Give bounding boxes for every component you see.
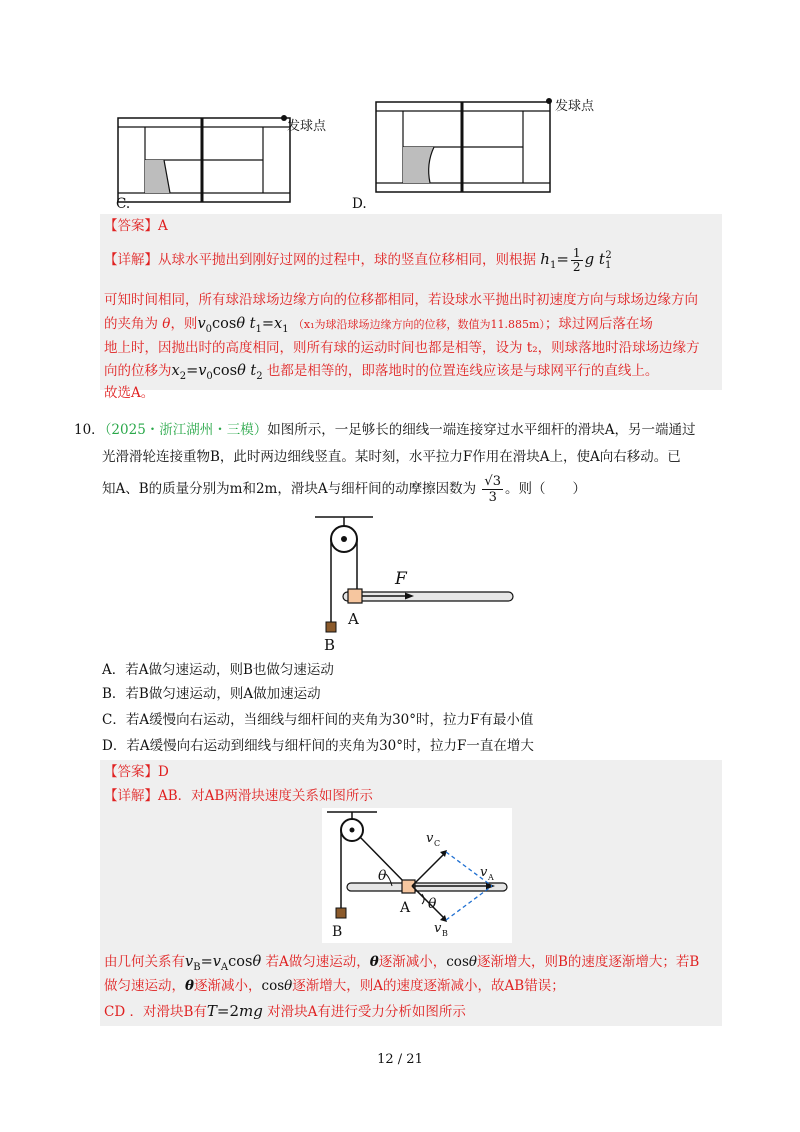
vc-sub: C xyxy=(434,839,441,848)
answer-9-line: 【答案】A xyxy=(104,218,168,234)
theta-label-1: θ xyxy=(378,868,387,884)
theta-label-2: θ xyxy=(428,896,437,912)
answer-10-detail-line1: 【详解】AB．对AB两滑块速度关系如图所示 xyxy=(104,788,373,804)
symbol-cos-theta: cosθ xyxy=(261,978,293,994)
serve-point-label-d: 发球点 xyxy=(555,99,595,114)
va-label: v xyxy=(480,865,488,880)
formula-tension: T=2mg xyxy=(206,1002,263,1020)
answer-10-detail-line3: 做匀速运动，θ逐渐减小，cosθ逐渐增大，则A的速度逐渐减小，故AB错误； xyxy=(104,978,565,994)
option-a: A．若A做匀速运动，则B也做匀速运动 xyxy=(102,662,334,678)
answer-10-detail-line4: CD ．对滑块B有T=2mg 对滑块A有进行受力分析如图所示 xyxy=(104,1002,466,1020)
symbol-theta: θ xyxy=(369,954,379,970)
option-d-label: D. xyxy=(352,196,367,212)
answer-9-detail-line6: 故选A。 xyxy=(104,385,155,401)
question-10-figure xyxy=(305,512,525,654)
answer-9-detail-line3: 的夹角为 θ，则$v_0\cos\theta$ $t_1=x_1$ （x₁为球沿球场边缘方向的位移，数值为11.885m）；球过网后落在场 xyxy=(104,316,653,335)
option-c-label: C. xyxy=(116,196,131,212)
va-sub: A xyxy=(488,873,494,882)
vb-sub: B xyxy=(442,929,448,938)
answer-9-detail-line1: 【详解】从球水平抛出到刚好过网的过程中，球的竖直位移相同，则根据 $h_1=$ $\frac{1}{2}$ g $t_1^2$ xyxy=(104,244,618,278)
velocity-figure xyxy=(322,808,512,943)
symbol-cos-theta: cosθ xyxy=(446,954,478,970)
slider-a-label: A xyxy=(348,610,359,628)
symbol-theta: θ xyxy=(162,316,171,332)
question-10-line1: 10．（2025・浙江湖州・三模）如图所示，一足够长的细线一端连接穿过水平细杆的滑块A，另一端通过 xyxy=(74,422,696,438)
vb-label: v xyxy=(434,921,442,936)
symbol-theta: θ xyxy=(185,978,195,994)
friction-coefficient: $\frac{√3}{3}$ xyxy=(484,474,501,505)
formula-x1: $v_0\cos\theta$ $t_1=x_1$ xyxy=(197,316,289,335)
page-number: 12 / 21 xyxy=(377,1052,423,1067)
serve-point-label-c: 发球点 xyxy=(287,119,327,134)
option-b: B．若B做匀速运动，则A做加速运动 xyxy=(102,686,321,702)
slider-a-label: A xyxy=(400,900,411,916)
weight-b-label: B xyxy=(324,636,336,654)
option-d: D．若A缓慢向右运动到细线与细杆间的夹角为30°时，拉力F一直在增大 xyxy=(102,738,534,754)
answer-9-detail-line5: 向的位移为$x_2=v_0\cos\theta$ $t_2$ 也都是相等的，即落地时的位置连线应该是与球网平行的直线上。 xyxy=(104,363,659,382)
question-10-line3: 知A、B的质量分别为m和2m，滑块A与细杆间的动摩擦因数为 $\frac{√3}{3}$ 。则（ ） xyxy=(102,474,586,505)
formula-vb: $v_B=v_A\cos\theta$ xyxy=(185,954,262,973)
formula-h1: $h_1=$ $\frac{1}{2}$ g $t_1^2$ xyxy=(540,245,612,274)
formula-x2: $x_2=v_0\cos\theta$ $t_2$ xyxy=(171,363,263,382)
answer-10-line: 【答案】D xyxy=(104,764,169,780)
answer-9-detail-line2: 可知时间相同，所有球沿球场边缘方向的位移都相同，若设球水平抛出时初速度方向与球场边缘方向 xyxy=(104,292,698,308)
weight-b-label: B xyxy=(332,924,343,940)
answer-9-detail-line4: 地上时，因抛出时的高度相同，则所有球的运动时间也都是相等，设为 t₂，则球落地时沿球场边缘方 xyxy=(104,340,700,356)
option-c: C．若A缓慢向右运动，当细线与细杆间的夹角为30°时，拉力F有最小值 xyxy=(102,712,534,728)
force-f-label: F xyxy=(395,569,407,589)
answer-10-detail-line2: 由几何关系有$v_B=v_A\cos\theta$ 若A做匀速运动，θ逐渐减小，cosθ逐渐增大，则B的速度逐渐增大；若B xyxy=(104,954,700,973)
vc-label: v xyxy=(426,831,434,846)
question-10-line2: 光滑滑轮连接重物B，此时两边细线竖直。某时刻，水平拉力F作用在滑块A上，使A向右移动。已 xyxy=(102,449,681,465)
